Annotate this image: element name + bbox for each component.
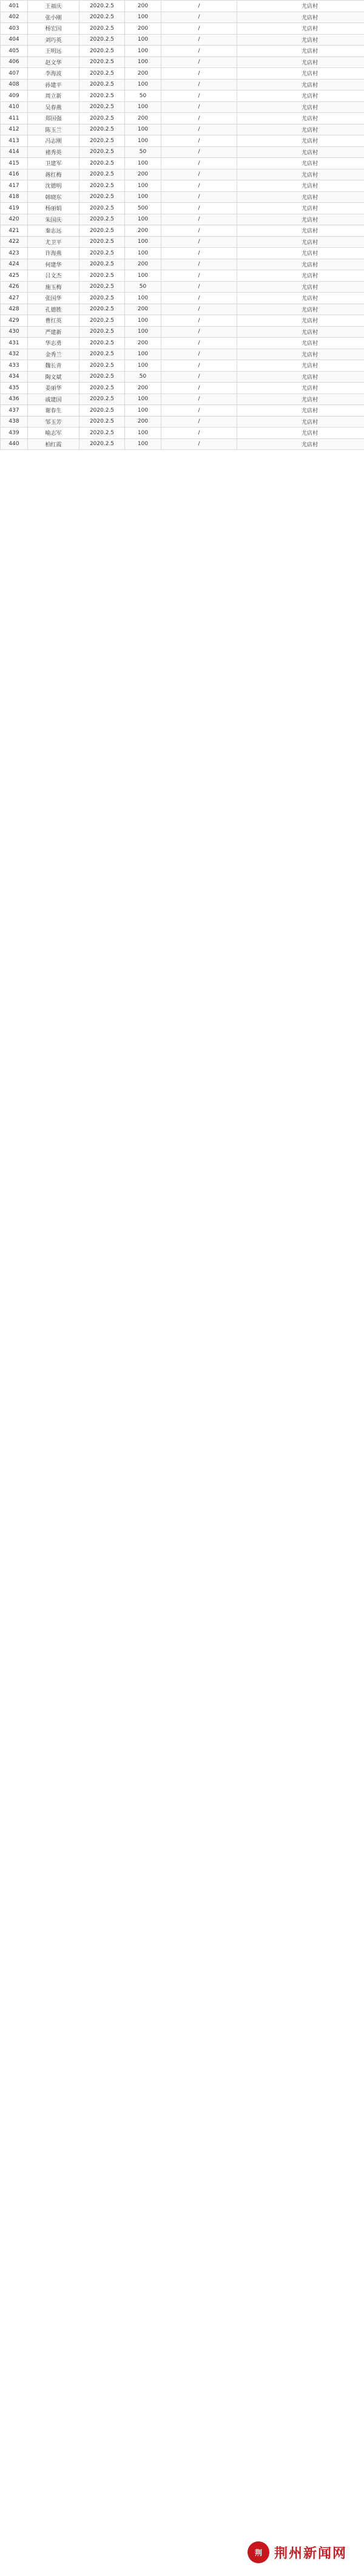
donation-date: 2020.2.5: [79, 203, 125, 214]
donation-date: 2020.2.5: [79, 315, 125, 327]
site-watermark-text: 荆州新闻网: [274, 2545, 347, 2561]
row-mark: /: [161, 438, 237, 450]
village-note: 尤店村: [237, 158, 364, 169]
village-note: 尤店村: [237, 360, 364, 372]
table-row: [1, 236, 364, 248]
row-mark: /: [161, 101, 237, 113]
row-mark: /: [161, 46, 237, 57]
village-note: 尤店村: [237, 146, 364, 158]
records-table: [0, 0, 364, 450]
row-mark: /: [161, 135, 237, 147]
donation-date: 2020.2.5: [79, 259, 125, 270]
village-note: 尤店村: [237, 371, 364, 383]
village-note: 尤店村: [237, 214, 364, 225]
donation-date: 2020.2.5: [79, 90, 125, 102]
donation-amount: 200: [125, 225, 161, 237]
row-number: 434: [1, 371, 28, 383]
row-number: 405: [1, 46, 28, 57]
table-row: [1, 135, 364, 147]
donation-amount: 100: [125, 180, 161, 192]
donation-date: 2020.2.5: [79, 281, 125, 293]
village-note: 尤店村: [237, 23, 364, 35]
donor-name: 赵文华: [28, 56, 79, 68]
row-number: 403: [1, 23, 28, 35]
donation-amount: 200: [125, 416, 161, 428]
row-mark: /: [161, 416, 237, 428]
donor-name: 李海波: [28, 68, 79, 80]
village-note: 尤店村: [237, 394, 364, 405]
row-mark: /: [161, 1, 237, 12]
donor-name: 金秀兰: [28, 349, 79, 360]
donor-name: 刘巧英: [28, 34, 79, 46]
village-note: 尤店村: [237, 315, 364, 327]
donation-amount: 100: [125, 158, 161, 169]
donation-amount: 200: [125, 113, 161, 124]
village-note: 尤店村: [237, 338, 364, 349]
row-mark: /: [161, 428, 237, 439]
village-note: 尤店村: [237, 101, 364, 113]
donation-amount: 50: [125, 90, 161, 102]
donor-name: 卫建军: [28, 158, 79, 169]
village-note: 尤店村: [237, 225, 364, 237]
donation-amount: 100: [125, 214, 161, 225]
row-number: 418: [1, 191, 28, 203]
table-row: [1, 12, 364, 23]
donation-amount: 100: [125, 248, 161, 259]
row-number: 437: [1, 405, 28, 417]
table-row: [1, 101, 364, 113]
donation-date: 2020.2.5: [79, 46, 125, 57]
donor-name: 姜丽华: [28, 383, 79, 394]
donation-date: 2020.2.5: [79, 326, 125, 338]
table-row: [1, 225, 364, 237]
donation-amount: 100: [125, 12, 161, 23]
donation-date: 2020.2.5: [79, 248, 125, 259]
table-row: [1, 203, 364, 214]
village-note: 尤店村: [237, 428, 364, 439]
row-number: 420: [1, 214, 28, 225]
donor-name: 尤卫平: [28, 236, 79, 248]
donation-amount: 100: [125, 360, 161, 372]
donation-amount: 200: [125, 23, 161, 35]
table-row: [1, 180, 364, 192]
donation-amount: 50: [125, 146, 161, 158]
row-mark: /: [161, 293, 237, 304]
village-note: 尤店村: [237, 304, 364, 315]
village-note: 尤店村: [237, 416, 364, 428]
donor-name: 张小刚: [28, 12, 79, 23]
row-mark: /: [161, 214, 237, 225]
donor-name: 冯志刚: [28, 135, 79, 147]
row-mark: /: [161, 12, 237, 23]
row-mark: /: [161, 203, 237, 214]
donor-name: 孙建平: [28, 79, 79, 90]
village-note: 尤店村: [237, 270, 364, 282]
row-number: 440: [1, 438, 28, 450]
donor-name: 王明远: [28, 46, 79, 57]
donation-date: 2020.2.5: [79, 394, 125, 405]
donation-date: 2020.2.5: [79, 360, 125, 372]
donor-name: 严建新: [28, 326, 79, 338]
village-note: 尤店村: [237, 169, 364, 180]
donation-amount: 100: [125, 405, 161, 417]
row-mark: /: [161, 405, 237, 417]
donor-name: 吴春燕: [28, 101, 79, 113]
row-number: 424: [1, 259, 28, 270]
table-row: [1, 304, 364, 315]
donation-date: 2020.2.5: [79, 405, 125, 417]
row-number: 402: [1, 12, 28, 23]
row-mark: /: [161, 79, 237, 90]
donor-name: 许海燕: [28, 248, 79, 259]
donation-date: 2020.2.5: [79, 428, 125, 439]
row-mark: /: [161, 169, 237, 180]
table-row: [1, 394, 364, 405]
village-note: 尤店村: [237, 438, 364, 450]
table-row: [1, 259, 364, 270]
village-note: 尤店村: [237, 46, 364, 57]
donation-amount: 100: [125, 315, 161, 327]
row-number: 401: [1, 1, 28, 12]
village-note: 尤店村: [237, 135, 364, 147]
village-note: 尤店村: [237, 12, 364, 23]
row-number: 415: [1, 158, 28, 169]
row-number: 419: [1, 203, 28, 214]
row-number: 417: [1, 180, 28, 192]
donation-amount: 100: [125, 236, 161, 248]
table-row: [1, 90, 364, 102]
donation-date: 2020.2.5: [79, 438, 125, 450]
donation-amount: 100: [125, 56, 161, 68]
donor-name: 杨丽娟: [28, 203, 79, 214]
row-mark: /: [161, 338, 237, 349]
donation-amount: 200: [125, 1, 161, 12]
row-number: 438: [1, 416, 28, 428]
row-number: 423: [1, 248, 28, 259]
donation-date: 2020.2.5: [79, 101, 125, 113]
donor-name: 曹红英: [28, 315, 79, 327]
row-number: 410: [1, 101, 28, 113]
row-mark: /: [161, 90, 237, 102]
village-note: 尤店村: [237, 259, 364, 270]
table-row: [1, 270, 364, 282]
donor-name: 褚秀英: [28, 146, 79, 158]
donation-date: 2020.2.5: [79, 236, 125, 248]
village-note: 尤店村: [237, 383, 364, 394]
donation-amount: 200: [125, 169, 161, 180]
donation-amount: 100: [125, 293, 161, 304]
table-row: [1, 438, 364, 450]
donation-date: 2020.2.5: [79, 383, 125, 394]
donation-date: 2020.2.5: [79, 180, 125, 192]
table-row: [1, 293, 364, 304]
row-number: 431: [1, 338, 28, 349]
row-mark: /: [161, 248, 237, 259]
donation-date: 2020.2.5: [79, 135, 125, 147]
table-row: [1, 68, 364, 80]
table-row: [1, 281, 364, 293]
records-body: [1, 1, 364, 450]
table-row: [1, 191, 364, 203]
donation-amount: 200: [125, 383, 161, 394]
table-row: [1, 124, 364, 135]
village-note: 尤店村: [237, 1, 364, 12]
row-number: 412: [1, 124, 28, 135]
row-mark: /: [161, 315, 237, 327]
donation-amount: 100: [125, 46, 161, 57]
row-number: 428: [1, 304, 28, 315]
row-number: 421: [1, 225, 28, 237]
donor-name: 吕文杰: [28, 270, 79, 282]
table-row: [1, 34, 364, 46]
village-note: 尤店村: [237, 68, 364, 80]
village-note: 尤店村: [237, 248, 364, 259]
table-row: [1, 1, 364, 12]
donation-date: 2020.2.5: [79, 293, 125, 304]
table-row: [1, 46, 364, 57]
donation-amount: 50: [125, 371, 161, 383]
donation-date: 2020.2.5: [79, 338, 125, 349]
donation-amount: 100: [125, 34, 161, 46]
donation-amount: 100: [125, 101, 161, 113]
donor-name: 朱国庆: [28, 214, 79, 225]
row-mark: /: [161, 360, 237, 372]
row-mark: /: [161, 281, 237, 293]
donation-amount: 100: [125, 349, 161, 360]
village-note: 尤店村: [237, 281, 364, 293]
donor-name: 邹玉芳: [28, 416, 79, 428]
donor-name: 韩晓东: [28, 191, 79, 203]
row-mark: /: [161, 326, 237, 338]
donor-name: 秦志远: [28, 225, 79, 237]
table-row: [1, 349, 364, 360]
donation-date: 2020.2.5: [79, 371, 125, 383]
donor-name: 戚建国: [28, 394, 79, 405]
donation-date: 2020.2.5: [79, 79, 125, 90]
row-number: 435: [1, 383, 28, 394]
donation-date: 2020.2.5: [79, 34, 125, 46]
row-number: 404: [1, 34, 28, 46]
row-mark: /: [161, 225, 237, 237]
table-row: [1, 383, 364, 394]
table-row: [1, 214, 364, 225]
row-number: 414: [1, 146, 28, 158]
donor-name: 柏红霞: [28, 438, 79, 450]
row-mark: /: [161, 158, 237, 169]
row-number: 407: [1, 68, 28, 80]
table-row: [1, 405, 364, 417]
donor-name: 谢春生: [28, 405, 79, 417]
row-number: 436: [1, 394, 28, 405]
donation-amount: 100: [125, 79, 161, 90]
table-row: [1, 248, 364, 259]
village-note: 尤店村: [237, 56, 364, 68]
row-mark: /: [161, 259, 237, 270]
table-row: [1, 338, 364, 349]
donation-date: 2020.2.5: [79, 191, 125, 203]
row-number: 406: [1, 56, 28, 68]
row-number: 408: [1, 79, 28, 90]
row-number: 416: [1, 169, 28, 180]
donation-date: 2020.2.5: [79, 12, 125, 23]
row-mark: /: [161, 304, 237, 315]
row-mark: /: [161, 124, 237, 135]
donation-amount: 100: [125, 326, 161, 338]
row-mark: /: [161, 191, 237, 203]
donor-name: 张国华: [28, 293, 79, 304]
donor-name: 王福庆: [28, 1, 79, 12]
row-mark: /: [161, 34, 237, 46]
donor-name: 周立新: [28, 90, 79, 102]
donation-amount: 500: [125, 203, 161, 214]
donation-amount: 100: [125, 135, 161, 147]
donation-date: 2020.2.5: [79, 225, 125, 237]
donation-date: 2020.2.5: [79, 349, 125, 360]
row-number: 429: [1, 315, 28, 327]
row-mark: /: [161, 383, 237, 394]
row-mark: /: [161, 349, 237, 360]
row-mark: /: [161, 394, 237, 405]
table-row: [1, 56, 364, 68]
row-mark: /: [161, 236, 237, 248]
donation-amount: 200: [125, 68, 161, 80]
donation-amount: 100: [125, 428, 161, 439]
site-logo-icon: 荆: [248, 2541, 269, 2563]
table-row: [1, 23, 364, 35]
donation-amount: 50: [125, 281, 161, 293]
village-note: 尤店村: [237, 349, 364, 360]
donor-name: 郑国强: [28, 113, 79, 124]
village-note: 尤店村: [237, 326, 364, 338]
village-note: 尤店村: [237, 113, 364, 124]
table-row: [1, 371, 364, 383]
donor-name: 魏长青: [28, 360, 79, 372]
donor-name: 蒋红梅: [28, 169, 79, 180]
donor-name: 喻志军: [28, 428, 79, 439]
donation-date: 2020.2.5: [79, 214, 125, 225]
donation-date: 2020.2.5: [79, 1, 125, 12]
donor-name: 施玉梅: [28, 281, 79, 293]
village-note: 尤店村: [237, 34, 364, 46]
table-row: [1, 360, 364, 372]
row-number: 426: [1, 281, 28, 293]
table-row: [1, 169, 364, 180]
row-number: 422: [1, 236, 28, 248]
village-note: 尤店村: [237, 405, 364, 417]
donation-date: 2020.2.5: [79, 56, 125, 68]
donor-name: 陈玉兰: [28, 124, 79, 135]
donation-amount: 200: [125, 338, 161, 349]
village-note: 尤店村: [237, 236, 364, 248]
site-watermark: [240, 2537, 355, 2567]
table-row: [1, 416, 364, 428]
village-note: 尤店村: [237, 79, 364, 90]
donation-amount: 100: [125, 270, 161, 282]
donation-date: 2020.2.5: [79, 270, 125, 282]
donation-date: 2020.2.5: [79, 113, 125, 124]
donor-name: 何建华: [28, 259, 79, 270]
table-row: [1, 158, 364, 169]
row-number: 433: [1, 360, 28, 372]
table-row: [1, 315, 364, 327]
row-number: 439: [1, 428, 28, 439]
village-note: 尤店村: [237, 124, 364, 135]
row-number: 413: [1, 135, 28, 147]
row-mark: /: [161, 113, 237, 124]
row-number: 409: [1, 90, 28, 102]
row-mark: /: [161, 371, 237, 383]
village-note: 尤店村: [237, 203, 364, 214]
donation-date: 2020.2.5: [79, 169, 125, 180]
village-note: 尤店村: [237, 180, 364, 192]
table-row: [1, 146, 364, 158]
donor-name: 孔德胜: [28, 304, 79, 315]
row-mark: /: [161, 180, 237, 192]
row-mark: /: [161, 23, 237, 35]
donation-date: 2020.2.5: [79, 158, 125, 169]
row-number: 425: [1, 270, 28, 282]
row-number: 427: [1, 293, 28, 304]
village-note: 尤店村: [237, 191, 364, 203]
donation-amount: 100: [125, 191, 161, 203]
donation-date: 2020.2.5: [79, 416, 125, 428]
donation-date: 2020.2.5: [79, 146, 125, 158]
row-mark: /: [161, 146, 237, 158]
donor-name: 杨宏国: [28, 23, 79, 35]
donor-name: 陶文斌: [28, 371, 79, 383]
donation-amount: 100: [125, 394, 161, 405]
row-number: 411: [1, 113, 28, 124]
donation-date: 2020.2.5: [79, 68, 125, 80]
donation-amount: 200: [125, 304, 161, 315]
village-note: 尤店村: [237, 90, 364, 102]
table-row: [1, 428, 364, 439]
donation-amount: 100: [125, 438, 161, 450]
row-mark: /: [161, 56, 237, 68]
donor-name: 华志勇: [28, 338, 79, 349]
row-mark: /: [161, 68, 237, 80]
donation-date: 2020.2.5: [79, 124, 125, 135]
table-row: [1, 113, 364, 124]
village-note: 尤店村: [237, 293, 364, 304]
donation-amount: 100: [125, 124, 161, 135]
table-row: [1, 326, 364, 338]
donation-amount: 200: [125, 259, 161, 270]
row-number: 432: [1, 349, 28, 360]
table-row: [1, 79, 364, 90]
donation-date: 2020.2.5: [79, 304, 125, 315]
row-number: 430: [1, 326, 28, 338]
donation-date: 2020.2.5: [79, 23, 125, 35]
row-mark: /: [161, 270, 237, 282]
donor-name: 沈德明: [28, 180, 79, 192]
